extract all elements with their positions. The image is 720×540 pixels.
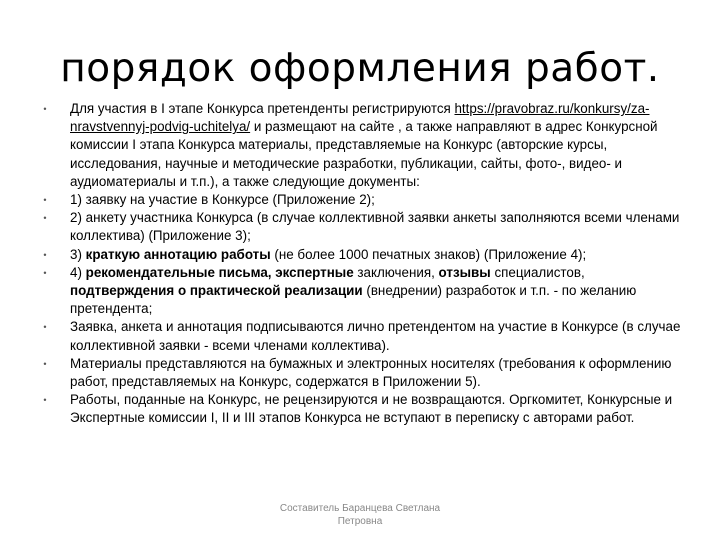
- author-footer: [270, 502, 450, 528]
- item-bold-text: подтверждения о практической реализации: [70, 283, 363, 299]
- list-item: [40, 318, 692, 354]
- bullet-list: [40, 100, 692, 428]
- item-text: Заявка, анкета и аннотация подписываются лично претендентом на участие в Конкурсе (в случае коллективной заявки - всеми членами коллектива).: [70, 319, 681, 353]
- bullet-icon: •: [43, 195, 47, 206]
- list-item: [40, 100, 692, 191]
- bullet-icon: •: [43, 358, 47, 369]
- list-item: [40, 246, 692, 264]
- item-text: 2) анкету участника Конкурса (в случае коллективной заявки анкеты заполняются всеми членами коллектива) (Приложение 3);: [70, 210, 680, 244]
- item-text: 1) заявку на участие в Конкурсе (Приложение 2);: [70, 192, 375, 208]
- item-text: 3): [70, 246, 86, 262]
- item-text: заключения,: [353, 264, 439, 280]
- bullet-icon: •: [43, 267, 47, 278]
- slide-title: порядок оформления работ.: [60, 46, 660, 91]
- bullet-icon: •: [43, 322, 47, 333]
- item-bold-text: отзывы: [438, 264, 491, 280]
- item-text: Для участия в I этапе Конкурса претенденты регистрируются: [70, 101, 455, 116]
- bullet-icon: •: [43, 249, 47, 260]
- footer-line: Петровна: [337, 516, 383, 527]
- list-item: [40, 355, 692, 391]
- list-item: [40, 191, 692, 209]
- bullet-icon: •: [43, 213, 47, 224]
- item-bold-text: рекомендательные письма, экспертные: [85, 264, 354, 280]
- list-item: [40, 209, 692, 245]
- bullet-icon: •: [43, 104, 47, 114]
- bullet-icon: •: [43, 395, 47, 406]
- item-text: (не более 1000 печатных знаков) (Приложение 4);: [270, 246, 587, 262]
- item-text: Материалы представляются на бумажных и электронных носителях (требования к оформлению работ, представляемых на Конкурс, содержатся в Приложении 5).: [70, 355, 672, 390]
- item-text: и размещают на сайте , а также направляют в адрес Конкурсной комиссии I этапа Конкурса материалы, представляемые на Конкурс (авторские курсы, исследования, научные и методические разработки, публикации, сайты, фото-, видео- и аудиоматериалы и т.п.), а также следующие документы:: [70, 119, 658, 189]
- item-text: 4): [70, 264, 86, 280]
- footer-line: Составитель Баранцева Светлана: [279, 503, 441, 514]
- registration-link[interactable]: https://pravobraz.ru/konkursy/za-nravstvennyj-podvig-uchitelya/: [70, 101, 650, 135]
- item-text: Работы, поданные на Конкурс, не рецензируются и не возвращаются. Оргкомитет, Конкурсные и Экспертные комиссии I, II и III этапов Конкурса не вступают в переписку с авторами работ.: [70, 392, 673, 426]
- list-item: [40, 391, 692, 427]
- item-text: (внедрении) разработок и т.п. - по желанию претендента;: [70, 283, 637, 317]
- item-bold-text: краткую аннотацию работы: [85, 246, 271, 262]
- list-item: [40, 264, 692, 319]
- item-text: специалистов,: [490, 264, 585, 280]
